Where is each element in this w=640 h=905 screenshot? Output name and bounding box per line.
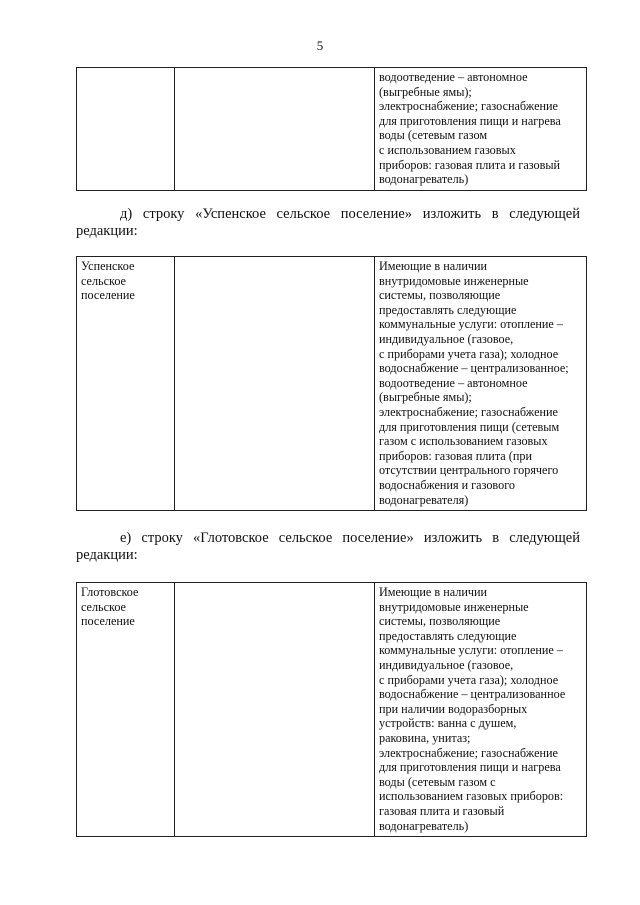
cell-text-line: водоснабжение – централизованное; — [379, 361, 569, 376]
cell-text-line: воды (сетевым газом с — [379, 774, 496, 789]
cell-text-line: (выгребные ямы); — [379, 84, 472, 99]
cell-text-line: приборов: газовая плита (при — [379, 448, 532, 463]
page-number: 5 — [316, 38, 324, 53]
cell-text-line: коммунальные услуги: отопление – — [379, 317, 563, 332]
table-row — [77, 583, 587, 837]
cell-text-line: водоснабжения и газового — [379, 477, 515, 492]
cell-text-line: (выгребные ямы); — [379, 390, 472, 405]
cell-text-line: Имеющие в наличии — [379, 259, 488, 273]
cell-text-line: для приготовления пищи (сетевым — [379, 419, 560, 434]
cell-text-line: с использованием газовых — [379, 142, 516, 157]
cell-text-line: индивидуальное (газовое, — [379, 331, 514, 346]
cell-text-line: отсутствии центрального горячего — [379, 463, 559, 478]
paragraph-glotovskoe — [76, 530, 580, 564]
cell-text-line: электроснабжение; газоснабжение — [379, 99, 558, 114]
cell-text-line: водонагреватель) — [379, 818, 469, 833]
cell-text-line: для приготовления пищи и нагрева — [379, 113, 561, 128]
cell-text-line: устройств: ванна с душем, — [379, 716, 517, 731]
paragraph-line: д) строку «Успенское сельское поселение» изложить в следующей — [120, 206, 580, 222]
cell-text-line: приборов: газовая плита и газовый — [379, 157, 561, 172]
table-uspenskoe — [76, 256, 587, 511]
settlement-name-cell — [77, 257, 175, 511]
cell-text-line: водоотведение – автономное — [379, 375, 528, 390]
table-glotovskoe — [76, 582, 587, 837]
cell-text-line: предоставлять следующие — [379, 302, 517, 317]
table-row — [77, 257, 587, 511]
cell-text-line: Глотовское — [81, 585, 139, 599]
utilities-description-cell — [375, 257, 587, 511]
cell-text-line: при наличии водоразборных — [379, 701, 528, 716]
paragraph-line: редакции: — [76, 223, 138, 239]
cell-text-line: водонагревателя) — [379, 492, 469, 507]
cell-text-line: поселение — [81, 614, 135, 629]
cell-text-line: Имеющие в наличии — [379, 585, 488, 599]
utilities-description-cell — [375, 583, 587, 837]
cell-text-line: электроснабжение; газоснабжение — [379, 745, 558, 760]
empty-cell — [175, 257, 375, 511]
cell-text-line: коммунальные услуги: отопление – — [379, 643, 563, 658]
paragraph-uspenskoe — [76, 206, 580, 240]
table-row — [77, 68, 587, 191]
settlement-name-cell — [77, 68, 175, 191]
cell-text-line: с приборами учета газа); холодное — [379, 346, 559, 361]
cell-text-line: газом с использованием газовых — [379, 434, 548, 449]
cell-text-line: для приготовления пищи и нагрева — [379, 760, 561, 775]
paragraph-line: редакции: — [76, 547, 138, 563]
cell-text-line: водоснабжение – централизованное — [379, 687, 566, 702]
cell-text-line: газовая плита и газовый — [379, 803, 505, 818]
cell-text-line: внутридомовые инженерные — [379, 273, 529, 288]
table-continuation — [76, 67, 587, 191]
cell-text-line: системы, позволяющие — [379, 614, 501, 629]
cell-text-line: поселение — [81, 288, 135, 303]
cell-text-line: внутридомовые инженерные — [379, 599, 529, 614]
cell-text-line: воды (сетевым газом — [379, 128, 488, 143]
cell-text-line: электроснабжение; газоснабжение — [379, 404, 558, 419]
paragraph-line: е) строку «Глотовское сельское поселение» изложить в следующей — [120, 530, 580, 546]
cell-text-line: Успенское — [81, 259, 135, 273]
cell-text-line: сельское — [81, 599, 126, 614]
empty-cell — [175, 68, 375, 191]
cell-text-line: системы, позволяющие — [379, 288, 501, 303]
empty-cell — [175, 583, 375, 837]
cell-text-line: использованием газовых приборов: — [379, 789, 564, 804]
cell-text-line: с приборами учета газа); холодное — [379, 672, 559, 687]
cell-text-line: водонагреватель) — [379, 172, 469, 187]
settlement-name-cell — [77, 583, 175, 837]
utilities-description-cell — [375, 68, 587, 191]
cell-text-line: индивидуальное (газовое, — [379, 657, 514, 672]
cell-text-line: предоставлять следующие — [379, 628, 517, 643]
cell-text-line: сельское — [81, 273, 126, 288]
cell-text-line: водоотведение – автономное — [379, 70, 528, 84]
cell-text-line: раковина, унитаз; — [379, 730, 471, 745]
